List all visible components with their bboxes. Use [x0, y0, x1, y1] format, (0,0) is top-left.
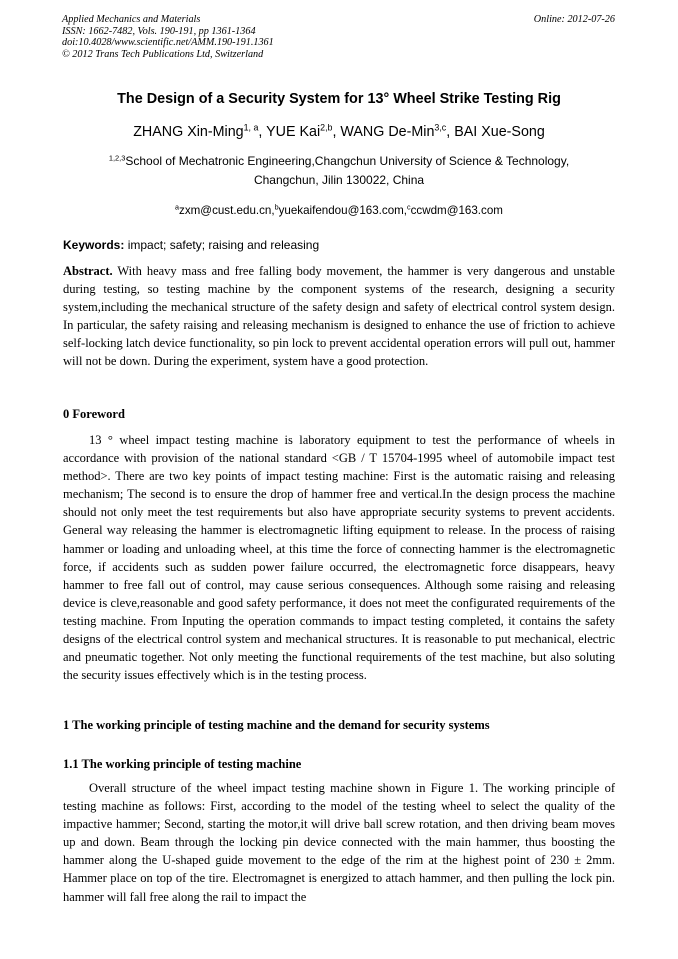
email-mark: a: [175, 202, 180, 212]
doi-line: doi:10.4028/www.scientific.net/AMM.190-191.1361: [62, 37, 274, 49]
author-name: WANG De-Min: [340, 124, 435, 140]
keywords-text: impact; safety; raising and releasing: [124, 238, 320, 252]
email-mark: c: [407, 202, 411, 212]
section-1-1-paragraph: Overall structure of the wheel impact testing machine shown in Figure 1. The working principle of testing machine as follows: First, according to the model of the testing wheel to select the quality of the impactive hammer; Second, starting the motor,it will drive ball screw rotation, and then driving beam moves up and down. Beam through the locking pin device connected with the main hammer, thus boosting the hammer along the U-shaped guide movement to the edge of the rim at the highest point of 230 ± 2mm. Hammer place on top of the tire. Electromagnet is energized to attach hammer, and then pulling the lock pin. hammer will fall free along the rail to impact the: [63, 781, 615, 904]
copyright-line: © 2012 Trans Tech Publications Ltd, Switzerland: [62, 48, 264, 60]
foreword-paragraph: 13 ° wheel impact testing machine is laboratory equipment to test the performance of wheels in accordance with provision of the national standard <GB / T 15704-1995 wheel of automobile impact test method>. There are two key points of impact testing machine: First is the automatic raising and releasing mechanism; The second is to ensure the drop of hammer free and vertical.In the design process the machine should not only meet the test requirements but also have appropriate security systems to prevent accidents. General way releasing the hammer is electromagnetic lifting equipment to release. In the process of raising hammer or loading and unloading wheel, at this time the force of connecting hammer is the electromagnetic force, if accidents such as sudden power failure occurred, the electromagnetic force disappears, heavy hammer to free fall out of control, may cause serious consequences. Although some raising and releasing device is cleve,reasonable and good safety performance, it does not meet the configurated requirements of the testing machine. From Inputing the operation commands to impact testing completed, it contains the safety designs of the electrical control system and mechanical structures. It is reasonable to put mechanical, electric and pneumatic together. Not only meeting the functional requirements of the test machine, but also soluting the security issues effectively which is in the testing process.: [63, 433, 615, 683]
affiliation-line-1: School of Mechatronic Engineering,Changchun University of Science & Technology,: [125, 154, 570, 168]
author-name: BAI Xue-Song: [454, 124, 545, 140]
email-address: ccwdm@163.com: [410, 204, 503, 217]
journal-name: Applied Mechanics and Materials: [62, 14, 201, 25]
abstract-text: With heavy mass and free falling body movement, the hammer is very dangerous and unstable during testing, so testing machine by the component systems of the research, designing a security system,including the mechanical structure of the safety design and safety of electrical control system design. In particular, the safety raising and releasing mechanism is designed to enhance the use of friction to achieve self-locking latch device functionality, so pin lock to prevent accidental operation errors will pull out, hammer will not be down. During the experiment, system have a good protection.: [63, 264, 615, 369]
online-date: Online: 2012-07-26: [533, 14, 615, 25]
author-separator: ,: [258, 124, 267, 140]
paper-title: The Design of a Security System for 13° Wheel Strike Testing Rig: [117, 91, 561, 107]
journal-header: [62, 14, 274, 60]
abstract-label: Abstract.: [63, 264, 113, 278]
author-separator: ,: [446, 124, 455, 140]
author-affil-mark: 3,c: [434, 122, 447, 133]
email-mark: b: [274, 202, 279, 212]
affiliation-line-2: Changchun, Jilin 130022, China: [253, 173, 425, 187]
affiliation: [0, 152, 678, 190]
email-address: zxm@cust.edu.cn,: [179, 204, 275, 217]
keywords: [63, 238, 615, 252]
abstract: [63, 262, 615, 371]
affiliation-mark: 1,2,3: [108, 153, 126, 163]
email-list: [0, 204, 678, 217]
author-affil-mark: 2,b: [320, 122, 333, 133]
author-list: [0, 124, 678, 140]
author-name: ZHANG Xin-Ming: [133, 124, 244, 140]
author-name: YUE Kai: [266, 124, 321, 140]
keywords-label: Keywords:: [63, 238, 125, 252]
section-1-1-heading: 1.1 The working principle of testing machine: [63, 757, 302, 771]
foreword-heading: 0 Foreword: [63, 407, 125, 421]
email-address: yuekaifendou@163.com,: [278, 204, 408, 217]
section-1-heading: 1 The working principle of testing machine and the demand for security systems: [63, 718, 490, 732]
issn-line: ISSN: 1662-7482, Vols. 190-191, pp 1361-1364: [62, 25, 256, 37]
author-affil-mark: 1, a: [243, 122, 259, 133]
author-separator: ,: [332, 124, 341, 140]
